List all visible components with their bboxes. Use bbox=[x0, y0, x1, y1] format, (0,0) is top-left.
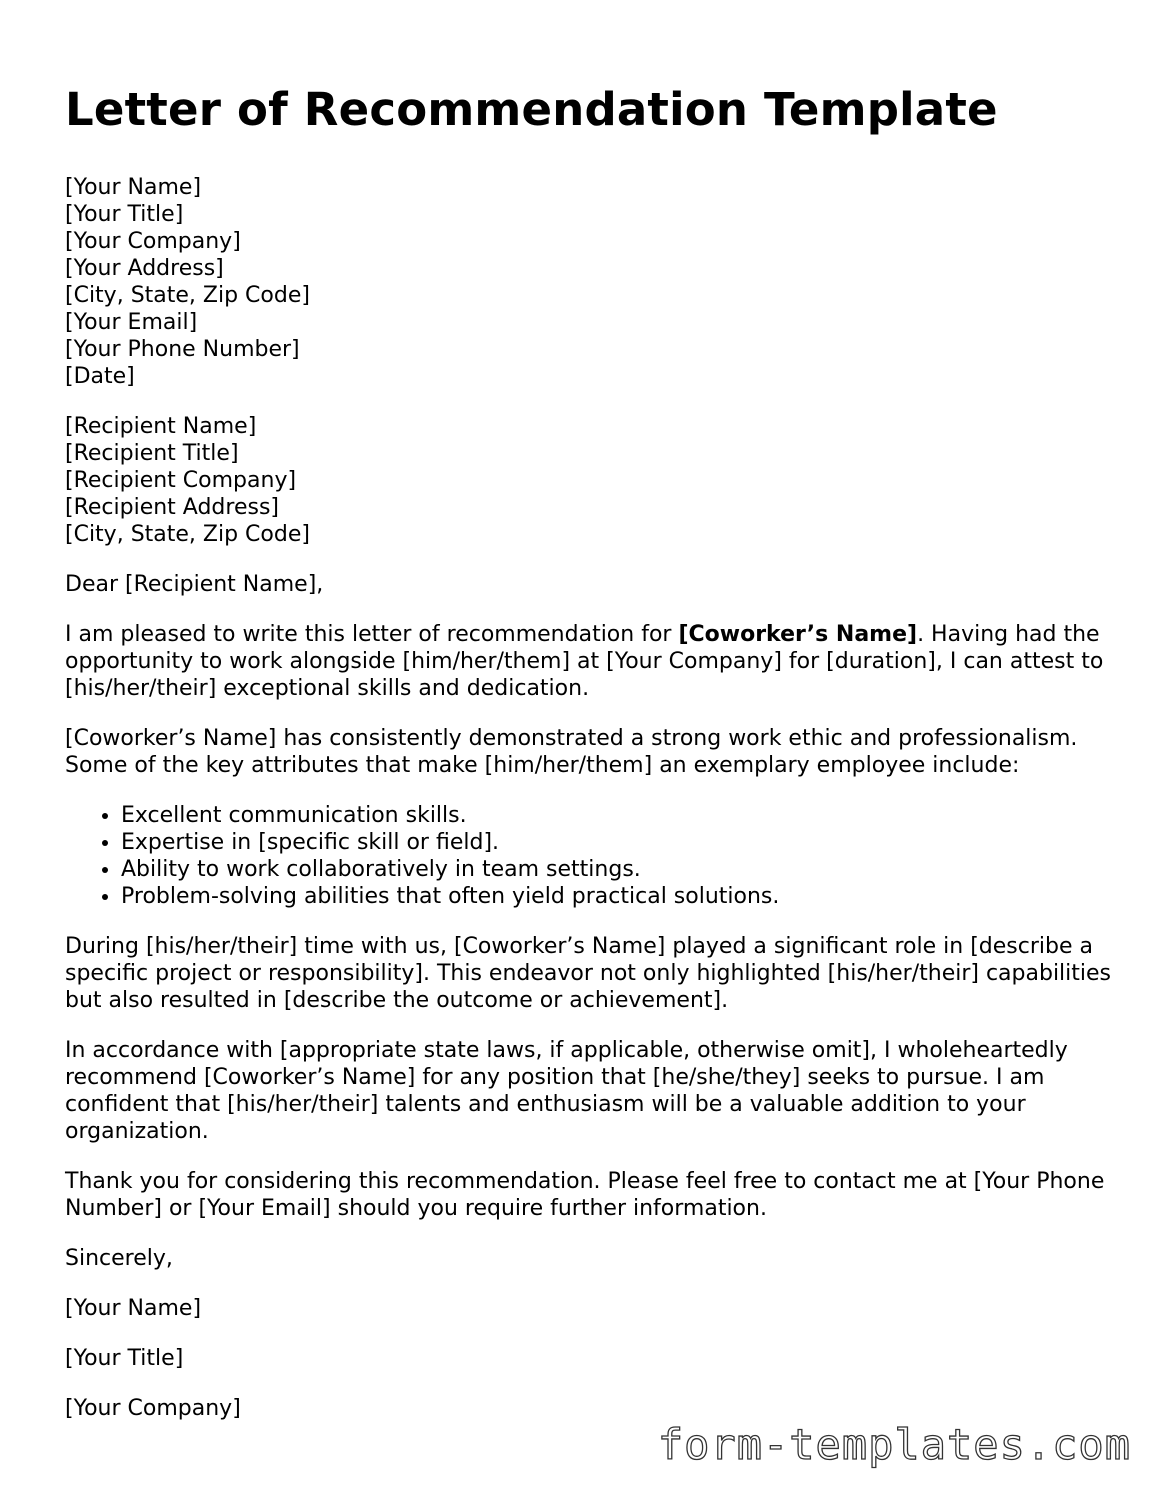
recipient-title: [Recipient Title] bbox=[65, 441, 239, 466]
recipient-name: [Recipient Name] bbox=[65, 414, 257, 439]
signature-title: [Your Title] bbox=[65, 1346, 184, 1371]
page-title: Letter of Recommendation Template bbox=[65, 83, 998, 136]
coworker-name-bold: [Coworker’s Name] bbox=[678, 622, 918, 647]
project-paragraph: During [his/her/their] time with us, [Coworker’s Name] played a significant role in [describe a specific project or responsibility]. This endeavor not only highlighted [his/her/their] capabilities but also resulted in [describe the outcome or achievement]. bbox=[65, 934, 1112, 1013]
sender-address-block bbox=[65, 174, 1125, 390]
attributes-list bbox=[65, 802, 1125, 910]
list-item: • Excellent communication skills. bbox=[121, 802, 1125, 829]
recommendation-paragraph: In accordance with [appropriate state laws, if applicable, otherwise omit], I wholeheartedly recommend [Coworker’s Name] for any position that [he/she/they] seeks to pursue. I am confident that [his/her/their] talents and enthusiasm will be a valuable addition to your organization. bbox=[65, 1038, 1068, 1144]
sender-title: [Your Title] bbox=[65, 202, 184, 227]
sender-address: [Your Address] bbox=[65, 256, 224, 281]
watermark-text: form-templates.com bbox=[657, 1420, 1131, 1469]
attributes-paragraph: [Coworker’s Name] has consistently demonstrated a strong work ethic and professionalism. Some of the key attributes that make [him/her/them] an exemplary employee include: bbox=[65, 726, 1078, 778]
thank-you-paragraph: Thank you for considering this recommendation. Please feel free to contact me at [Your Phone Number] or [Your Email] should you require further information. bbox=[65, 1169, 1105, 1221]
intro-text-end: . Having had the opportunity to work alongside [him/her/them] at [Your Company] for [duration], I can attest to [his/her/their] exceptional skills and dedication. bbox=[65, 622, 1104, 701]
recipient-address-block bbox=[65, 413, 1125, 548]
signature-name: [Your Name] bbox=[65, 1296, 202, 1321]
letter-document bbox=[65, 82, 1125, 1445]
salutation: Dear [Recipient Name], bbox=[65, 572, 324, 597]
sender-city-state-zip: [City, State, Zip Code] bbox=[65, 283, 310, 308]
recipient-company: [Recipient Company] bbox=[65, 468, 297, 493]
sender-email: [Your Email] bbox=[65, 310, 198, 335]
sender-company: [Your Company] bbox=[65, 229, 241, 254]
letter-date: [Date] bbox=[65, 364, 135, 389]
signature-company: [Your Company] bbox=[65, 1396, 241, 1421]
recipient-address: [Recipient Address] bbox=[65, 495, 279, 520]
intro-text-start: I am pleased to write this letter of recommendation for bbox=[65, 622, 679, 647]
list-item: • Problem-solving abilities that often yield practical solutions. bbox=[121, 883, 1125, 910]
closing: Sincerely, bbox=[65, 1246, 173, 1271]
sender-name: [Your Name] bbox=[65, 175, 202, 200]
intro-paragraph bbox=[65, 621, 1125, 702]
recipient-city-state-zip: [City, State, Zip Code] bbox=[65, 522, 310, 547]
list-item: • Expertise in [specific skill or field]. bbox=[121, 829, 1125, 856]
list-item: • Ability to work collaboratively in team settings. bbox=[121, 856, 1125, 883]
sender-phone: [Your Phone Number] bbox=[65, 337, 300, 362]
